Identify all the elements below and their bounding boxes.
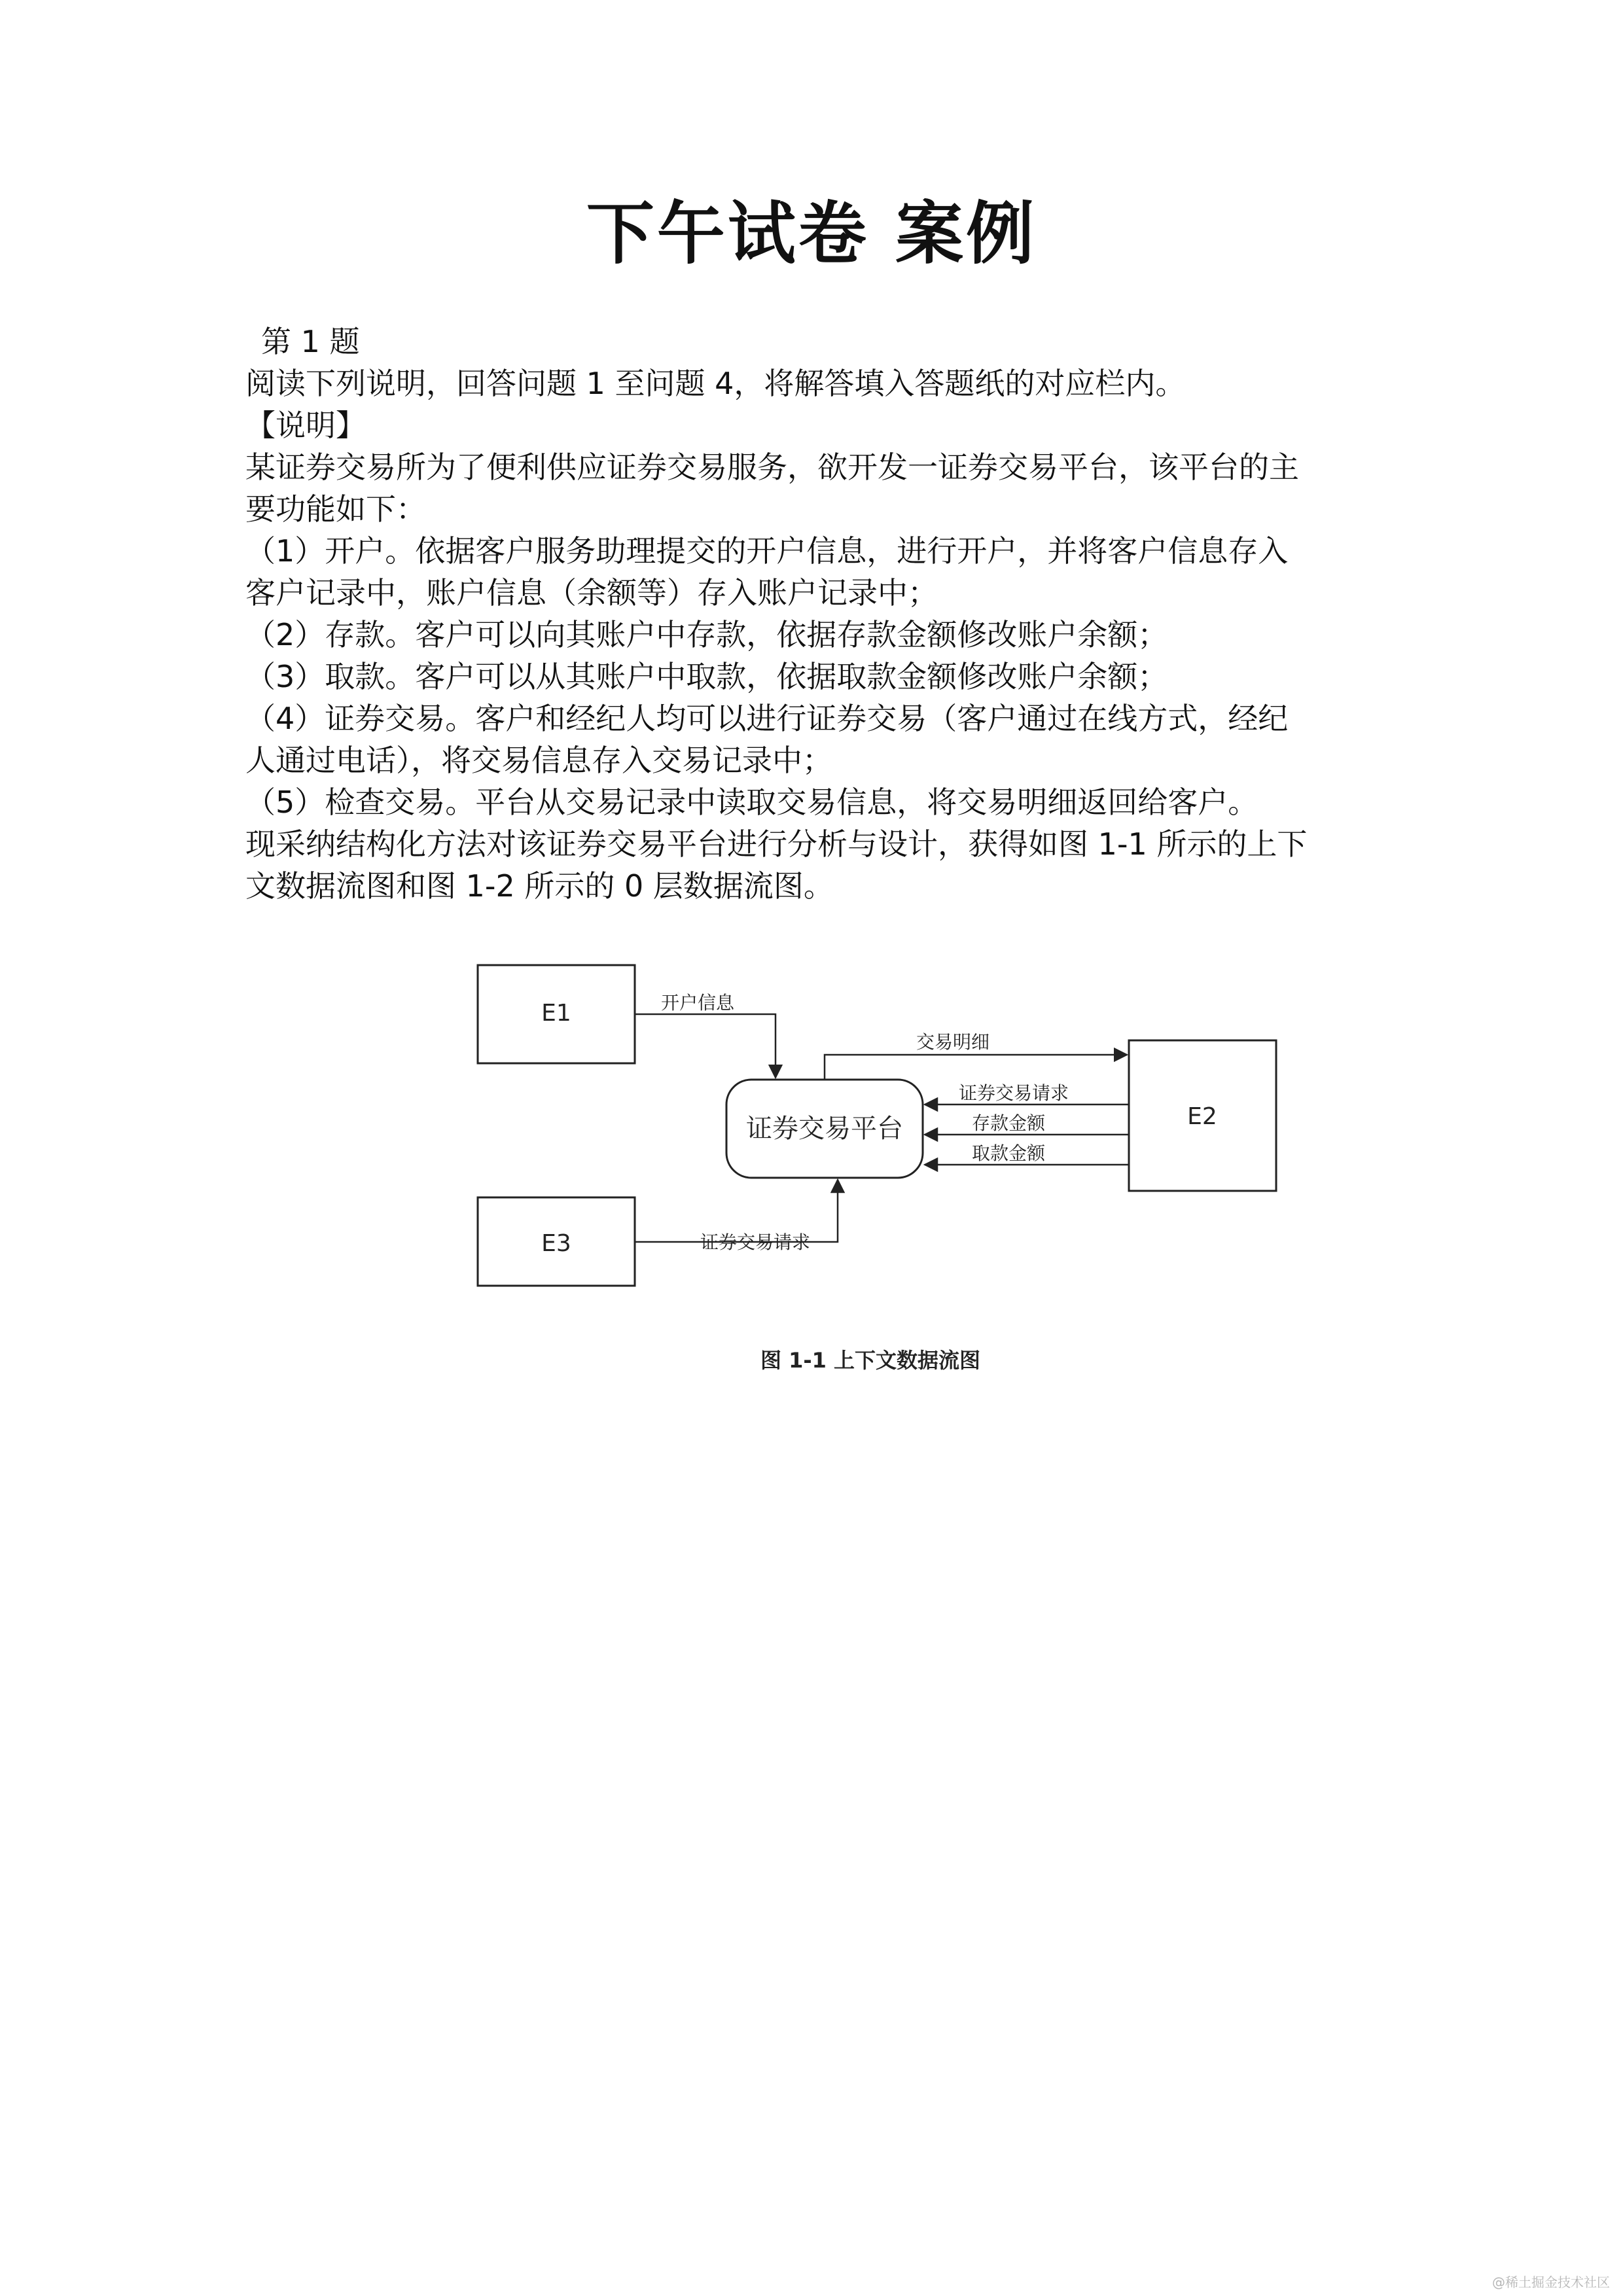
- question-body: [245, 321, 1384, 907]
- entity-e3-label: E3: [541, 1230, 571, 1257]
- summary-line: 现采纳结构化方法对该证券交易平台进行分析与设计，获得如图 1-1 所示的上下: [245, 826, 1308, 862]
- function-item-line: 客户记录中，账户信息（余额等）存入账户记录中；: [245, 575, 938, 610]
- description-line: 要功能如下：: [245, 491, 426, 527]
- entity-e2-label: E2: [1187, 1103, 1217, 1130]
- description-line: 某证券交易所为了便利供应证券交易服务，欲开发一证券交易平台，该平台的主: [245, 450, 1299, 485]
- function-item-line: 人通过电话），将交易信息存入交易记录中；: [245, 743, 832, 778]
- instruction-line: 阅读下列说明，回答问题 1 至问题 4，将解答填入答题纸的对应栏内。: [245, 366, 1186, 401]
- question-number: 第 1 题: [261, 324, 360, 359]
- summary-line: 文数据流图和图 1-2 所示的 0 层数据流图。: [245, 868, 834, 904]
- function-item-line: （2）存款。客户可以向其账户中存款，依据存款金额修改账户余额；: [245, 617, 1168, 652]
- function-item-line: （4）证券交易。客户和经纪人均可以进行证券交易（客户通过在线方式，经纪: [245, 701, 1289, 736]
- flow-trade-detail-line: [825, 1055, 1127, 1080]
- page-title: 下午试卷 案例: [586, 194, 1037, 274]
- process-label: 证券交易平台: [746, 1114, 903, 1144]
- function-item-line: （5）检查交易。平台从交易记录中读取交易信息，将交易明细返回给客户。: [245, 785, 1258, 820]
- flow-deposit-label: 存款金额: [972, 1112, 1046, 1134]
- entity-e1-label: E1: [541, 1000, 571, 1027]
- flow-open-account-label: 开户信息: [661, 992, 735, 1014]
- figure-caption: 图 1-1 上下文数据流图: [760, 1348, 981, 1373]
- diagram-canvas: [458, 949, 1283, 1394]
- function-item-line: （3）取款。客户可以从其账户中取款，依据取款金额修改账户余额；: [245, 659, 1168, 694]
- flow-trade-request-e2-label: 证券交易请求: [959, 1082, 1069, 1104]
- context-data-flow-diagram: [458, 949, 1283, 1394]
- section-heading: 【说明】: [245, 408, 366, 443]
- flow-trade-detail-label: 交易明细: [916, 1031, 990, 1053]
- flow-open-account-line: [635, 1014, 776, 1078]
- flow-withdraw-label: 取款金额: [972, 1142, 1046, 1164]
- watermark: @稀土掘金技术社区: [1492, 2274, 1610, 2290]
- function-item-line: （1）开户。依据客户服务助理提交的开户信息，进行开户，并将客户信息存入: [245, 533, 1289, 569]
- flow-trade-request-e3-label: 证券交易请求: [700, 1231, 811, 1253]
